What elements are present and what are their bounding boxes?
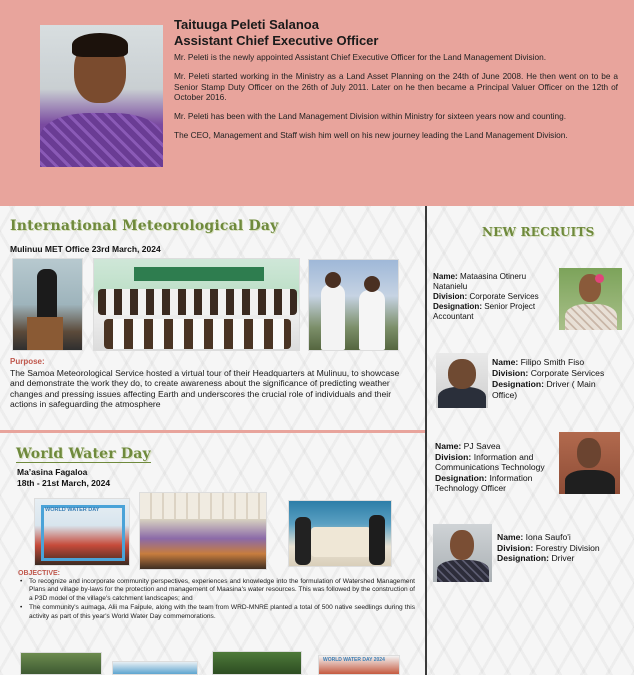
- recruit-card: [433, 272, 548, 322]
- designation-label: Designation:: [435, 472, 488, 483]
- photo-face: [577, 438, 601, 468]
- designation-label: Designation:: [492, 379, 545, 389]
- recruit-photo: [559, 432, 620, 494]
- bio-paragraph: Mr. Peleti is the newly appointed Assistant Chief Executive Officer for the Land Management Division.: [174, 52, 547, 62]
- met-photo-speaker: [12, 258, 83, 351]
- section-divider: [0, 430, 425, 433]
- division-label: Division:: [433, 292, 468, 301]
- met-day-heading: International Meteorological Day: [10, 218, 279, 234]
- column-divider: [425, 206, 427, 675]
- bio-paragraph: The CEO, Management and Staff wish him well on his new journey leading the Land Management Division.: [174, 130, 568, 141]
- photo-face: [450, 530, 474, 560]
- objective-label: OBJECTIVE:: [18, 570, 61, 577]
- photo-model: [311, 527, 371, 557]
- profile-title: Assistant Chief Executive Officer: [174, 33, 379, 48]
- new-recruits-heading: NEW RECRUITS: [482, 225, 595, 239]
- purpose-label: Purpose:: [10, 357, 45, 366]
- name-label: Name:: [492, 357, 519, 367]
- photo-person: [369, 515, 385, 565]
- recruit-name: Filipo Smith Fiso: [520, 357, 585, 367]
- recruit-designation: Senior Project Accountant: [433, 302, 536, 321]
- photo-frame-label: WORLD WATER DAY 2024: [323, 657, 385, 663]
- bio-paragraph: Mr. Peleti started working in the Ministry as a Land Asset Planning on the 24th of June 2008. He then went on to be a Senior Stamp Duty Officer on the 26th of July 2011. Later on he then became a Principal Valuer Officer on the 12th of October 2016.: [174, 71, 618, 102]
- division-label: Division:: [497, 542, 534, 553]
- name-label: Name:: [497, 532, 524, 542]
- photo-frame-label: WORLD WATER DAY: [45, 507, 100, 513]
- photo-person: [295, 517, 311, 565]
- photo-group-row: [98, 289, 297, 315]
- photo-body: [565, 304, 617, 330]
- photo-banner: [134, 267, 264, 281]
- photo-tent: [140, 493, 267, 519]
- photo-hair: [72, 33, 128, 57]
- designation-label: Designation:: [497, 553, 550, 564]
- purpose-text: The Samoa Meteorological Service hosted a virtual tour of their Headquarters at Mulinuu, to showcase and demonstrate the work they do, to create awareness about the significance of predicting weather changes and pressing issues affecting Earth and underscores the crucial role of individuals and their actions in safeguarding the atmosphere: [10, 368, 400, 410]
- met-photo-presenters: [308, 259, 399, 351]
- recruit-photo: [559, 268, 622, 330]
- bio-paragraph: Mr. Peleti has been with the Land Management Division within Ministry for sixteen years now and counting.: [174, 111, 566, 122]
- objective-item: • The community's aumaga, Alii ma Faipule, along with the team from WRD-MNRE planted a total of 500 native seedlings during this activity as part of this year's World Water Day commemorations.: [20, 604, 415, 621]
- recruit-division: Corporate Services: [469, 292, 539, 301]
- photo-body: [438, 387, 486, 408]
- recruit-name: Mataasina Otineru Natanielu: [433, 272, 527, 291]
- recruit-name: Iona Saufo'i: [525, 532, 571, 542]
- photo-group-row: [104, 319, 291, 349]
- objective-list: [20, 578, 415, 622]
- recruit-name: PJ Savea: [463, 441, 501, 451]
- recruit-designation: Driver ( Main Office): [492, 379, 596, 400]
- water-photo-frame-group: [34, 498, 130, 566]
- recruit-card: [435, 441, 560, 494]
- name-label: Name:: [435, 441, 462, 451]
- water-photo-model: [288, 500, 392, 567]
- profile-name: Taituuga Peleti Salanoa: [174, 17, 319, 32]
- photo-head: [325, 272, 341, 288]
- water-photo-bottom: [20, 652, 102, 675]
- recruit-card: [497, 532, 617, 564]
- met-day-subheading: Mulinuu MET Office 23rd March, 2024: [10, 244, 161, 254]
- photo-face: [448, 359, 476, 389]
- water-day-location: Ma’asina Fagaloa: [17, 467, 88, 477]
- photo-head: [364, 276, 380, 292]
- photo-person: [321, 284, 345, 350]
- photo-body: [565, 470, 615, 494]
- recruit-designation: Driver: [551, 553, 575, 564]
- photo-body: [437, 560, 489, 582]
- recruit-designation: Information Technology Officer: [435, 472, 533, 494]
- profile-bio: [174, 52, 618, 150]
- objective-item: • To recognize and incorporate community perspectives, experiences and knowledge into the formulation of Watershed Management Plans and village by-laws for the protection and management of Maasina's water resources. This was followed by the construction of a P3D model of the village's catchment landscapes; and: [20, 578, 415, 603]
- designation-label: Designation:: [433, 302, 483, 311]
- name-label: Name:: [433, 272, 458, 281]
- flower-icon: [595, 274, 604, 283]
- profile-photo: [40, 25, 163, 167]
- photo-person: [359, 290, 385, 350]
- water-photo-bottom: [212, 651, 302, 675]
- recruit-photo: [436, 353, 488, 408]
- photo-podium: [27, 317, 63, 351]
- profile-section: [0, 0, 634, 206]
- recruit-card: [492, 357, 617, 401]
- met-photo-group: [93, 258, 300, 351]
- water-day-heading: World Water Day: [16, 446, 151, 462]
- photo-frame: [41, 505, 125, 561]
- recruit-division: Forestry Division: [535, 542, 600, 553]
- recruit-division: Corporate Services: [530, 368, 605, 378]
- recruit-division: Information and Communications Technology: [435, 451, 545, 473]
- division-label: Division:: [435, 451, 472, 462]
- recruit-photo: [433, 524, 492, 582]
- division-label: Division:: [492, 368, 529, 378]
- water-photo-community: [139, 492, 267, 570]
- water-photo-bottom: [112, 661, 198, 675]
- water-photo-bottom: [318, 655, 400, 675]
- photo-shirt: [40, 113, 163, 167]
- water-day-dates: 18th - 21st March, 2024: [17, 478, 111, 488]
